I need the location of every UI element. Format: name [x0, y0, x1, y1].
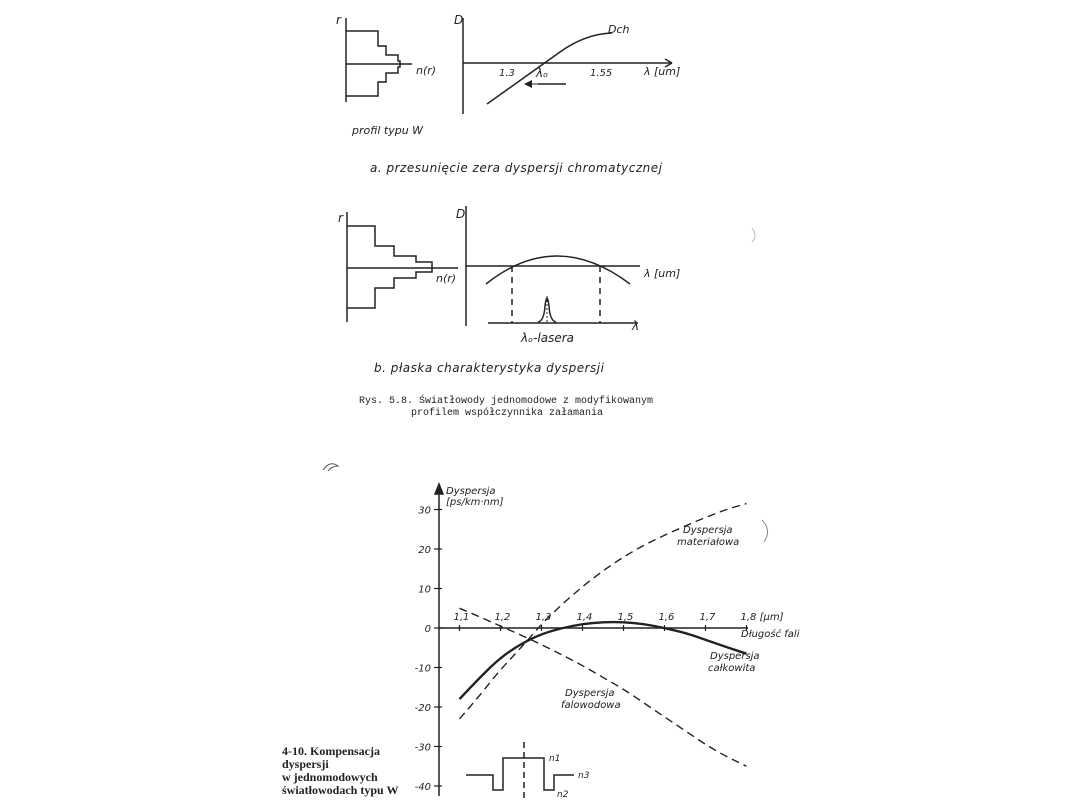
figure-a-dch-label: Dch	[608, 23, 630, 36]
figure-caption	[282, 744, 398, 797]
y-axis-title-line2: [ps/km·nm]	[446, 497, 504, 508]
figure-a-index-profile	[346, 18, 412, 102]
y-axis-arrow	[435, 484, 443, 494]
x-tick-label: 1,6	[658, 612, 675, 623]
figure-a-d-label: D	[454, 13, 464, 27]
x-tick-label: 1,1	[453, 612, 470, 623]
y-tick-label: -10	[414, 663, 431, 675]
inset-n3: n3	[578, 771, 590, 781]
figure-b-nr-label: n(r)	[436, 272, 457, 285]
figure-caption-line1: 4-10. Kompensacja	[282, 744, 380, 758]
figure-a-profile-label: profil typu W	[352, 124, 424, 137]
rys-caption-line1: Rys. 5.8. Światłowody jednomodowe z modyfikowanym	[359, 396, 654, 407]
inset-n2: n2	[557, 790, 569, 800]
figure-b-r-label: r	[338, 211, 343, 225]
figure-a	[336, 13, 680, 175]
figure-b-d-label: D	[456, 207, 466, 221]
x-tick-label: 1,8 [µm]	[740, 612, 784, 623]
figure-b-lambda-small: λ	[632, 319, 640, 333]
y-ticks	[415, 506, 442, 794]
y-tick-label: -20	[414, 703, 431, 714]
figure-b-laser-label: λₒ-lasera	[521, 331, 575, 345]
figure-a-nr-label: n(r)	[416, 64, 437, 77]
material-dispersion-label-line1: Dyspersja	[683, 525, 733, 536]
scan-mark	[323, 464, 338, 471]
waveguide-dispersion-label-line2: falowodowa	[561, 700, 621, 711]
figure-a-tick-1-3: 1.3	[499, 68, 515, 79]
total-dispersion-label-line2: całkowita	[708, 663, 756, 674]
x-tick-label: 1,2	[494, 612, 511, 623]
y-tick-label: -40	[414, 782, 431, 793]
x-axis-title: Długość fali	[741, 629, 800, 640]
x-tick-label: 1,5	[617, 612, 634, 623]
figure-caption-line4: światłowodach typu W	[282, 783, 399, 797]
waveguide-dispersion-label-line1: Dyspersja	[565, 688, 615, 699]
x-tick-label: 1,7	[699, 612, 716, 623]
y-tick-label: 20	[418, 545, 431, 556]
figure-b-lambda-axis-label: λ [um]	[644, 267, 681, 280]
figure-b-caption: b. płaska charakterystyka dyspersji	[374, 361, 605, 375]
figure-a-dispersion-plot	[463, 18, 672, 114]
y-tick-label: 0	[424, 624, 431, 635]
y-axis-title-line1: Dyspersja	[446, 486, 496, 497]
x-tick-label: 1,3	[535, 612, 552, 623]
figure-a-lambda-axis-label: λ [um]	[644, 65, 681, 78]
y-tick-label: 30	[418, 505, 431, 517]
figure-b-flat-curve	[486, 256, 630, 284]
figure-a-lambda0: λₒ	[536, 66, 549, 80]
figure-b-index-profile	[347, 212, 458, 322]
figure-b-profile-step	[347, 226, 432, 308]
scan-mark	[752, 228, 755, 242]
figure-caption-line2: dyspersji	[282, 757, 329, 771]
y-tick-label: 10	[418, 584, 431, 596]
total-dispersion-label-line1: Dyspersja	[710, 651, 760, 662]
material-dispersion-label-line2: materiałowa	[677, 537, 740, 548]
figure-b-dispersion-plot	[466, 206, 640, 326]
figure-a-tick-1-55: 1.55	[590, 68, 613, 79]
inset-n1: n1	[549, 754, 561, 764]
figure-b	[338, 206, 680, 375]
figure-a-r-label: r	[336, 13, 341, 27]
figure-a-caption: a. przesunięcie zera dyspersji chromatycznej	[370, 161, 663, 175]
y-tick-label: -30	[414, 742, 431, 754]
x-tick-label: 1,4	[576, 612, 593, 623]
rys-caption-line2: profilem współczynnika załamania	[411, 408, 604, 419]
dispersion-compensation-chart	[415, 484, 800, 800]
scan-mark	[762, 520, 768, 542]
figure-caption-line3: w jednomodowych	[282, 770, 378, 784]
rys-caption	[359, 393, 653, 419]
